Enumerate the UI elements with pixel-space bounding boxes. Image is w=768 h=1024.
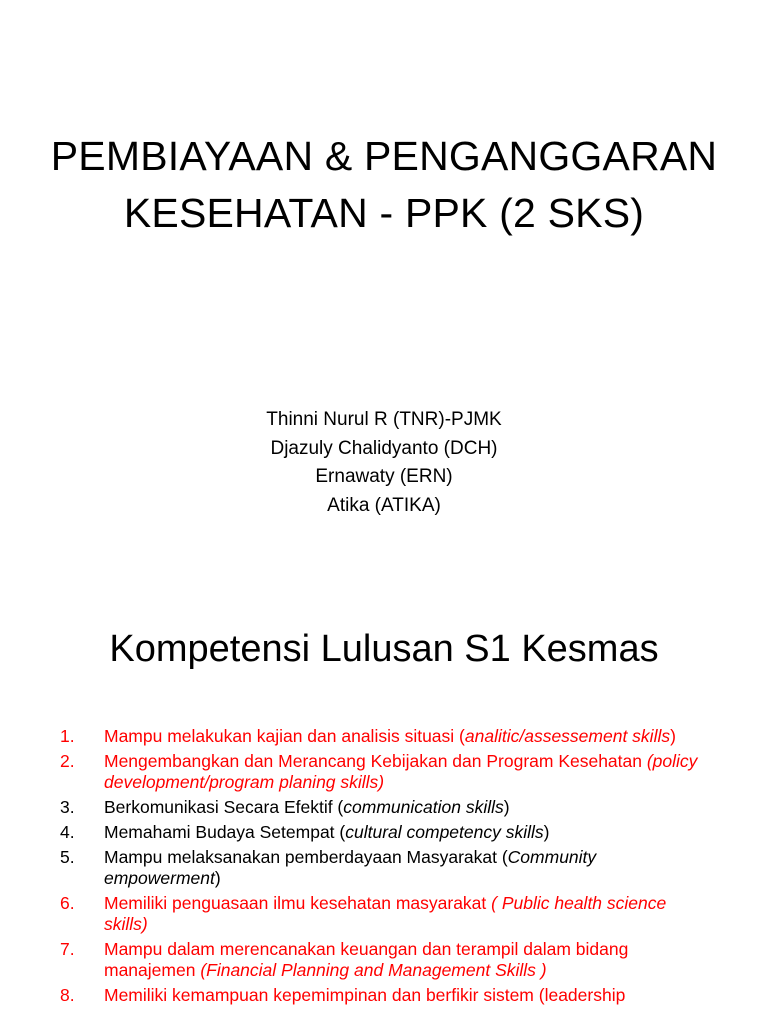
slide-heading: Kompetensi Lulusan S1 Kesmas [109,628,659,670]
item-text: Mampu melakukan kajian dan analisis situasi ( [104,726,465,746]
list-item [0,726,768,747]
item-text: Memiliki kemampuan kepemimpinan dan berfikir sistem (leadership [104,985,626,1005]
item-english-term: (Financial Planning and Management Skills ) [200,960,547,980]
item-number: 7. [60,939,75,959]
item-number: 3. [60,797,75,817]
item-english-term: cultural competency skills [345,822,544,842]
item-text: Mampu dalam merencanakan keuangan dan terampil dalam bidang manajemen [104,939,629,980]
item-tail: ) [543,822,550,842]
author-list [0,406,768,520]
list-item [0,797,768,818]
item-text: Mampu melaksanakan pemberdayaan Masyarakat ( [104,847,508,867]
list-item [0,751,768,793]
title-line-1: PEMBIAYAAN & PENGANGGARAN [50,133,718,179]
item-number: 5. [60,847,75,867]
item-text: Memiliki penguasaan ilmu kesehatan masyarakat [104,893,492,913]
item-english-term: Community empowerment [104,847,597,888]
item-text: Berkomunikasi Secara Efektif ( [104,797,344,817]
competency-slide [0,576,768,1024]
item-text: Mengembangkan dan Merancang Kebijakan dan Program Kesehatan [104,751,647,771]
item-english-term: communication skills [343,797,504,817]
item-english-term: ( Public health science skills) [104,893,667,934]
author-name: Djazuly Chalidyanto (DCH) [270,437,498,459]
list-item [0,847,768,889]
item-text: Memahami Budaya Setempat ( [104,822,346,842]
item-number: 2. [60,751,75,771]
author-name: Atika (ATIKA) [327,494,441,516]
item-tail: ) [503,797,510,817]
item-number: 4. [60,822,75,842]
list-item [0,893,768,935]
item-number: 6. [60,893,75,913]
item-english-term: (policy development/program planing skills) [104,751,698,792]
author-name: Thinni Nurul R (TNR)-PJMK [266,409,502,430]
item-tail: ) [214,868,221,888]
item-english-term: analitic/assessement skills [464,726,671,746]
item-tail: ) [670,726,676,746]
competency-list [0,726,768,1010]
title-line-2: KESEHATAN - PPK (2 SKS) [123,190,645,236]
author-name: Ernawaty (ERN) [315,466,453,487]
list-item [0,985,768,1006]
item-number: 8. [60,985,75,1005]
list-item [0,822,768,843]
list-item [0,939,768,981]
item-number: 1. [60,726,75,746]
slide-title [0,128,768,242]
